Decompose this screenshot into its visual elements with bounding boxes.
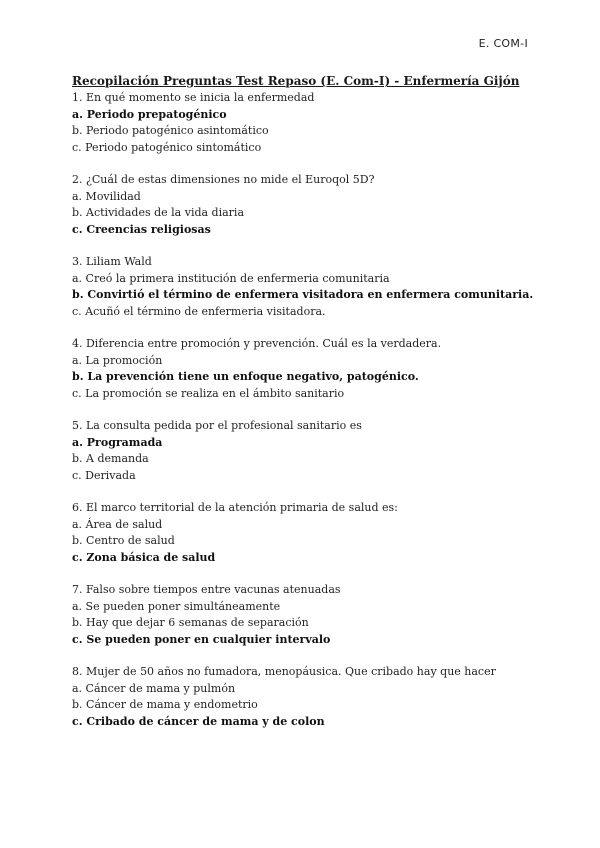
answer-option: a. Área de salud (72, 517, 163, 531)
answer-option-correct: c. Zona básica de salud (72, 550, 216, 564)
question-block (72, 582, 532, 648)
answer-option-correct: b. La prevención tiene un enfoque negativo, patogénico. (72, 370, 419, 383)
question-stem: 4. Diferencia entre promoción y prevención. Cuál es la verdadera. (72, 337, 442, 350)
answer-option: b. Hay que dejar 6 semanas de separación (72, 616, 309, 629)
answer-option: a. La promoción (72, 353, 163, 367)
document-title: Recopilación Preguntas Test Repaso (E. Com-I) - Enfermería Gijón (72, 74, 520, 88)
answer-option: c. Acuñó el término de enfermeria visitadora. (72, 304, 326, 318)
question-block (72, 90, 532, 156)
answer-option-correct: c. Se pueden poner en cualquier intervalo (72, 632, 331, 646)
question-stem: 6. El marco territorial de la atención primaria de salud es: (72, 501, 398, 514)
question-stem: 5. La consulta pedida por el profesional sanitario es (72, 419, 362, 432)
question-block (72, 664, 532, 730)
question-list (72, 90, 532, 730)
page-header-code: E. COM-I (478, 37, 528, 50)
answer-option-correct: c. Creencias religiosas (72, 222, 211, 236)
question-block (72, 418, 532, 484)
question-block (72, 500, 532, 566)
answer-option: a. Creó la primera institución de enfermeria comunitaria (72, 271, 390, 285)
answer-option: c. Derivada (72, 468, 136, 482)
question-stem: 8. Mujer de 50 años no fumadora, menopáusica. Que cribado hay que hacer (72, 665, 496, 678)
answer-option: c. Periodo patogénico sintomático (72, 140, 262, 154)
question-stem: 3. Liliam Wald (72, 255, 152, 268)
answer-option: b. A demanda (72, 452, 149, 465)
answer-option: b. Cáncer de mama y endometrio (72, 698, 258, 711)
question-block (72, 172, 532, 238)
question-stem: 1. En qué momento se inicia la enfermedad (72, 91, 315, 104)
question-stem: 2. ¿Cuál de estas dimensiones no mide el Euroqol 5D? (72, 173, 375, 186)
answer-option: a. Movilidad (72, 189, 141, 203)
question-stem: 7. Falso sobre tiempos entre vacunas atenuadas (72, 583, 341, 596)
answer-option-correct: a. Periodo prepatogénico (72, 107, 227, 121)
answer-option: b. Periodo patogénico asintomático (72, 124, 269, 137)
answer-option: b. Centro de salud (72, 534, 175, 547)
answer-option-correct: a. Programada (72, 435, 163, 449)
answer-option-correct: b. Convirtió el término de enfermera visitadora en enfermera comunitaria. (72, 288, 534, 301)
answer-option: b. Actividades de la vida diaria (72, 206, 245, 219)
answer-option: c. La promoción se realiza en el ámbito sanitario (72, 386, 345, 400)
question-block (72, 254, 532, 320)
document-body (72, 73, 532, 746)
question-block (72, 336, 532, 402)
answer-option: a. Se pueden poner simultáneamente (72, 599, 281, 613)
answer-option-correct: c. Cribado de cáncer de mama y de colon (72, 714, 325, 728)
answer-option: a. Cáncer de mama y pulmón (72, 681, 236, 695)
